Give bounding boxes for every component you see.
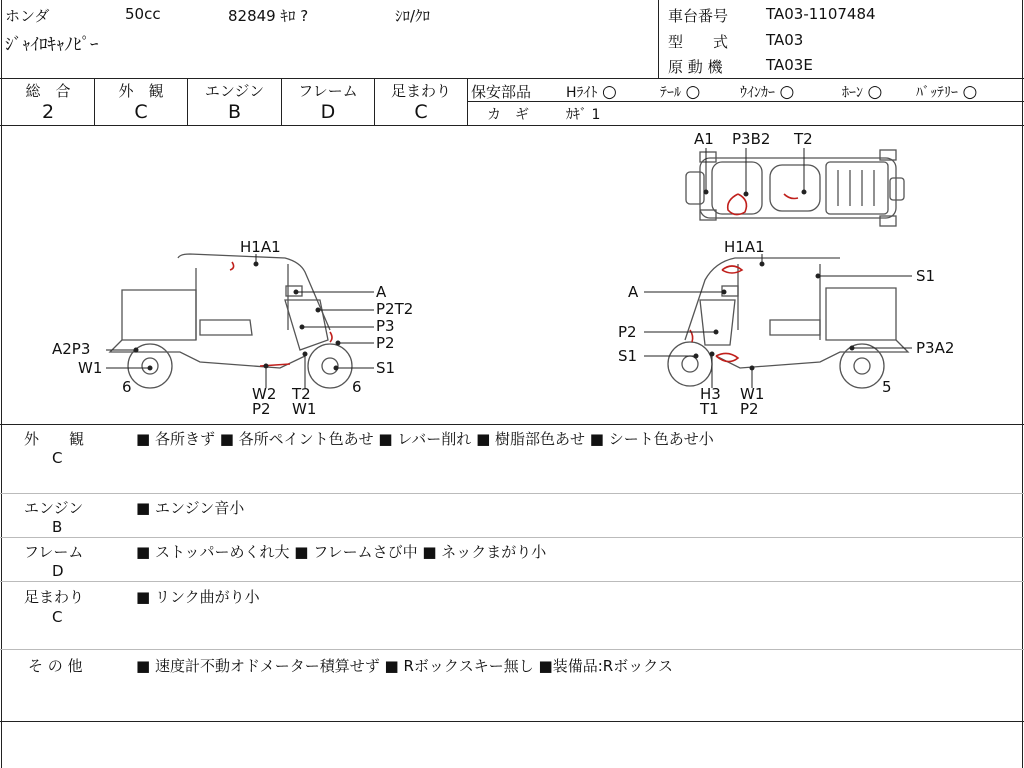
right-label-h1a1: H1A1 xyxy=(724,238,765,256)
section-suspension-notes: ■ リンク曲がり小 xyxy=(136,588,260,606)
safety-tail: ﾃｰﾙ ○ xyxy=(660,82,701,102)
section-exterior-notes: ■ 各所きず ■ 各所ペイント色あせ ■ レバー削れ ■ 樹脂部色あせ ■ シート色あせ小 xyxy=(136,430,714,448)
damage-diagram xyxy=(0,126,1024,424)
frame-grade: D xyxy=(320,101,336,123)
engine-label: エンジン xyxy=(204,82,265,100)
label-a1: A1 xyxy=(694,130,714,148)
left-label-p3: P3 xyxy=(376,317,395,335)
left-label-w2: W2 xyxy=(252,385,277,403)
section-engine-title: エンジン xyxy=(24,499,84,517)
left-label-w1: W1 xyxy=(78,359,103,377)
left-label-p2b: P2 xyxy=(252,400,271,418)
maker: ホンダ xyxy=(5,7,50,25)
key-value: ｶｷﾞ 1 xyxy=(566,107,601,123)
left-label-s1: S1 xyxy=(376,359,396,377)
section-other-title: そ の 他 xyxy=(28,657,83,675)
section-divider xyxy=(0,493,1024,494)
top-view-scooter xyxy=(686,150,904,226)
frame-label: フレーム xyxy=(298,82,358,100)
safety-winker: ｳｲﾝｶｰ ○ xyxy=(740,82,795,102)
left-label-a: A xyxy=(376,283,387,301)
overall-label: 総 合 xyxy=(25,82,71,100)
safety-battery: ﾊﾞｯﾃﾘｰ ○ xyxy=(916,82,978,102)
label-t2: T2 xyxy=(794,130,813,148)
section-suspension-title: 足まわり xyxy=(24,588,85,606)
right-side-scooter xyxy=(668,258,908,388)
divider-header xyxy=(0,78,1024,79)
section-frame-notes: ■ ストッパーめくれ大 ■ フレームさび中 ■ ネックまがり小 xyxy=(136,543,547,561)
right-label-t1: T1 xyxy=(700,400,719,418)
overall-grade: 2 xyxy=(41,101,55,123)
divider-bottom xyxy=(0,721,1024,722)
model-name: ｼﾞｬｲﾛｷｬﾉﾋﾟｰ xyxy=(5,35,99,55)
engine-model-label: 原 動 機 xyxy=(668,58,723,76)
right-label-h3: H3 xyxy=(700,385,721,403)
safety-label: 保安部品 xyxy=(471,83,532,101)
section-engine-notes: ■ エンジン音小 xyxy=(136,499,245,517)
section-divider xyxy=(0,649,1024,650)
engine-model-value: TA03E xyxy=(766,56,813,74)
section-exterior-title: 外 観 xyxy=(24,430,85,448)
color: ｼﾛ/ｸﾛ xyxy=(395,7,431,25)
left-label-h1a1: H1A1 xyxy=(240,238,281,256)
mileage: 82849 ｷﾛ ? xyxy=(228,7,309,25)
right-label-p2: P2 xyxy=(618,323,637,341)
engine-grade: B xyxy=(227,101,242,123)
left-label-6a: 6 xyxy=(122,378,132,396)
displacement: 50cc xyxy=(125,5,161,23)
label-p3b2: P3B2 xyxy=(732,130,771,148)
left-label-t2: T2 xyxy=(292,385,311,403)
key-label: カ ギ xyxy=(487,107,529,123)
section-other-notes: ■ 速度計不動オドメーター積算せず ■ Rボックスキー無し ■装備品:Rボックス xyxy=(136,657,674,675)
left-label-a2p3: A2P3 xyxy=(52,340,91,358)
section-frame-grade: D xyxy=(52,562,64,580)
section-suspension-grade: C xyxy=(52,608,63,626)
left-label-w1b: W1 xyxy=(292,400,317,418)
left-label-p2: P2 xyxy=(376,334,395,352)
right-label-s1: S1 xyxy=(916,267,936,285)
section-engine-grade: B xyxy=(52,518,63,536)
right-label-p2b: P2 xyxy=(740,400,759,418)
suspension-label: 足まわり xyxy=(390,82,451,100)
section-divider xyxy=(0,581,1024,582)
right-label-5: 5 xyxy=(882,378,892,396)
right-label-s1b: S1 xyxy=(618,347,638,365)
frame-no-label: 車台番号 xyxy=(668,7,729,25)
left-label-6b: 6 xyxy=(352,378,362,396)
section-frame-title: フレーム xyxy=(24,543,84,561)
safety-headlight: Hﾗｲﾄ ○ xyxy=(566,82,617,102)
section-exterior-grade: C xyxy=(52,449,63,467)
left-label-p2t2: P2T2 xyxy=(376,300,414,318)
right-label-a: A xyxy=(628,283,639,301)
type-value: TA03 xyxy=(766,31,804,49)
suspension-grade: C xyxy=(414,101,428,123)
divider-diagram xyxy=(0,424,1024,425)
right-label-p3a2: P3A2 xyxy=(916,339,955,357)
safety-horn: ﾎｰﾝ ○ xyxy=(842,82,883,102)
right-label-w1: W1 xyxy=(740,385,765,403)
exterior-grade: C xyxy=(134,101,148,123)
divider-header-vertical xyxy=(658,0,659,78)
exterior-label: 外 観 xyxy=(118,82,164,100)
section-divider xyxy=(0,537,1024,538)
frame-no: TA03-1107484 xyxy=(766,5,876,23)
type-label: 型 式 xyxy=(668,33,729,51)
